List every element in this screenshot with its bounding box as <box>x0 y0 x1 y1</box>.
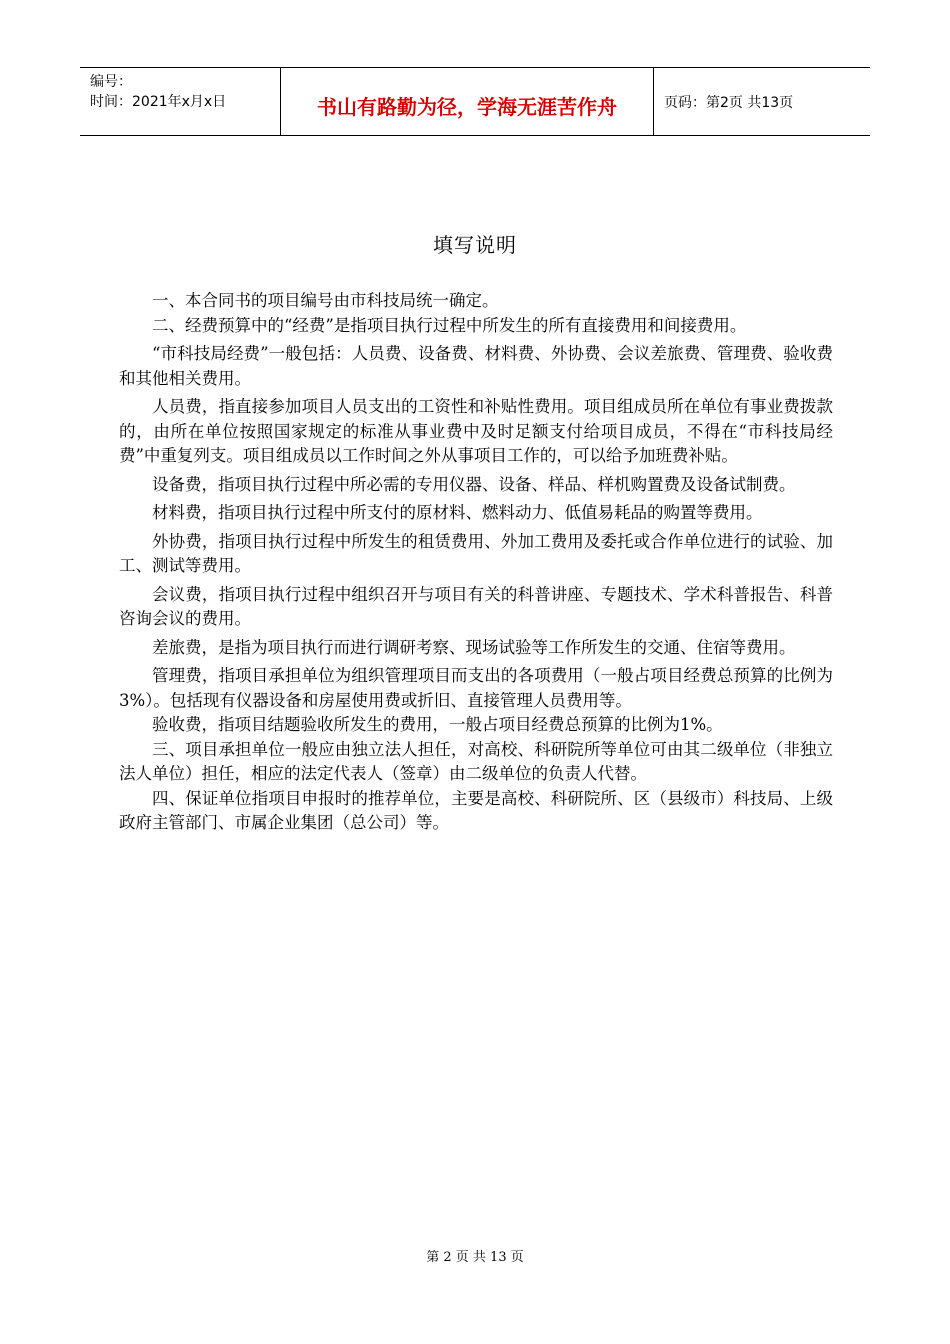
paragraph: 二、经费预算中的“经费”是指项目执行过程中所发生的所有直接费用和间接费用。 <box>152 315 747 335</box>
paragraph: “市科技局经费”一般包括：人员费、设备费、材料费、外协费、会议差旅费、管理费、验收费和其他相关费用。 <box>119 344 833 388</box>
page-footer: 第 2 页 共 13 页 <box>426 1250 524 1265</box>
paragraph: 材料费，指项目执行过程中所支付的原材料、燃料动力、低值易耗品的购置等费用。 <box>152 503 763 522</box>
paragraph: 验收费，指项目结题验收所发生的费用，一般占项目经费总预算的比例为1%。 <box>152 715 723 734</box>
paragraph: 会议费，指项目执行过程中组织召开与项目有关的科普讲座、专题技术、学术科普报告、科普咨询会议的费用。 <box>119 584 833 628</box>
document-time-label: 时间：2021年x月x日 <box>90 94 227 110</box>
page-title: 填写说明 <box>433 233 517 257</box>
document-number-label: 编号： <box>90 74 132 90</box>
header-page-info: 页码：第2页 共13页 <box>664 94 794 111</box>
paragraph: 一、本合同书的项目编号由市科技局统一确定。 <box>152 291 499 310</box>
paragraph: 差旅费，是指为项目执行而进行调研考察、现场试验等工作所发生的交通、住宿等费用。 <box>152 637 796 657</box>
paragraph: 管理费，指项目承担单位为组织管理项目而支出的各项费用（一般占项目经费总预算的比例为3%）。包括现有仪器设备和房屋使用费或折旧、直接管理人员费用等。 <box>119 666 833 710</box>
paragraph: 四、保证单位指项目申报时的推荐单位，主要是高校、科研院所、区（县级市）科技局、上级政府主管部门、市属企业集团（总公司）等。 <box>119 788 833 832</box>
header-slogan: 书山有路勤为径，学海无涯苦作舟 <box>281 68 654 135</box>
instructions-body <box>119 289 833 836</box>
paragraph: 三、项目承担单位一般应由独立法人担任，对高校、科研院所等单位可由其二级单位（非独立法人单位）担任，相应的法定代表人（签章）由二级单位的负责人代替。 <box>119 739 833 783</box>
header-meta <box>80 68 281 135</box>
page-header <box>80 67 870 136</box>
paragraph: 外协费，指项目执行过程中所发生的租赁费用、外加工费用及委托或合作单位进行的试验、加工、测试等费用。 <box>119 531 833 575</box>
paragraph: 人员费，指直接参加项目人员支出的工资性和补贴性费用。项目组成员所在单位有事业费拨款的，由所在单位按照国家规定的标准从事业费中及时足额支付给项目成员，不得在“市科技局经费”中重复列支。项目组成员以工作时间之外从事项目工作的，可以给予加班费补贴。 <box>119 397 833 465</box>
paragraph: 设备费，指项目执行过程中所必需的专用仪器、设备、样品、样机购置费及设备试制费。 <box>152 474 796 494</box>
